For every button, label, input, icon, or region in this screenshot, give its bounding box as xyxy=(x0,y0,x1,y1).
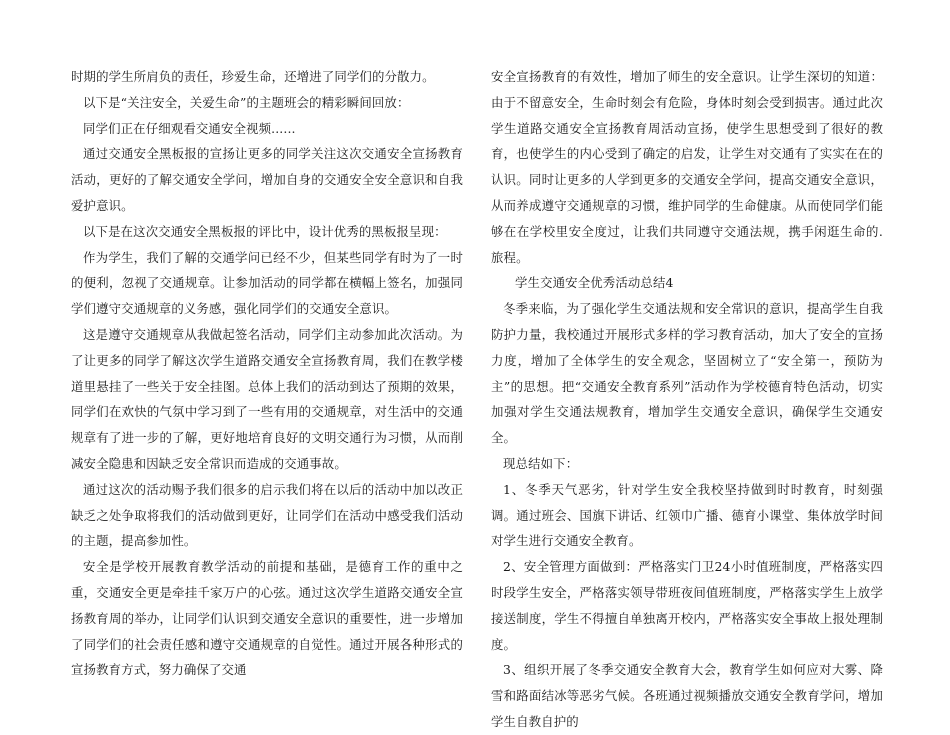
paragraph: 安全宣扬教育的有效性，增加了师生的安全意识。让学生深切的知道：由于不留意安全，生命时刻会有危险，身体时刻会受到损害。通过此次学生道路交通安全宣扬教育周活动宣扬，使学生思想受到了很好的教育，也使学生的内心受到了确定的启发，让学生对交通有了实实在在的认识。同时让更多的人学到更多的交通安全学问，提高交通安全意识，从而养成遵守交通规章的习惯，维护同学的生命健康。从而使同学们能够在在学校里安全度过，让我们共同遵守交通法规，携手闲逛生命的.旅程。 xyxy=(491,69,883,265)
paragraph: 冬季来临，为了强化学生交通法规和安全常识的意识，提高学生自我防护力量，我校通过开展形式多样的学习教育活动，加大了安全的宣扬力度，增加了全体学生的安全观念，坚固树立了“安全第一，预防为主”的思想。把“交通安全教育系列”活动作为学校德育特色活动，切实加强对学生交通法规教育，增加学生交通安全意识，确保学生交通安全。 xyxy=(491,301,883,446)
paragraph: 安全是学校开展教育教学活动的前提和基础，是德育工作的重中之重，交通安全更是牵挂千家万户的心弦。通过这次学生道路交通安全宣扬教育周的举办，让同学们认识到交通安全意识的重要性，进一步增加了同学们的社会责任感和遵守交通规章的自觉性。通过开展各种形式的宣扬教育方式，努力确保了交通 xyxy=(71,559,463,678)
list-item: 2、安全管理方面做到：严格落实门卫24小时值班制度，严格落实四时段学生安全，严格落实领导带班夜间值班制度，严格落实学生上放学接送制度，学生不得擅自单独离开校内，严格落实安全事故上报处理制度。 xyxy=(491,559,883,652)
paragraph: 时期的学生所肩负的责任，珍爱生命，还增进了同学们的分散力。 xyxy=(71,69,435,84)
paragraph: 通过这次的活动赐予我们很多的启示我们将在以后的活动中加以改正缺乏之处争取将我们的活动做到更好，让同学们在活动中感受我们活动的主题，提高参加性。 xyxy=(71,481,463,549)
left-column xyxy=(71,64,463,683)
section-heading: 学生交通安全优秀活动总结4 xyxy=(515,275,674,291)
paragraph: 以下是“关注安全，关爱生命”的主题班会的精彩瞬间回放： xyxy=(83,94,410,110)
paragraph: 这是遵守交通规章从我做起签名活动，同学们主动参加此次活动。为了让更多的同学了解这次学生道路交通安全宣扬教育周，我们在教学楼道里悬挂了一些关于安全挂图。总体上我们的活动到达了预期的效果，同学们在欢快的气氛中学习到了一些有用的交通规章，对生活中的交通规章有了进一步的了解，更好地培育良好的文明交通行为习惯，从而削减安全隐患和因缺乏安全常识而造成的交通事故。 xyxy=(71,326,463,471)
list-item: 1、冬季天气恶劣，针对学生安全我校坚持做到时时教育，时刻强调。通过班会、国旗下讲话、红领巾广播、德育小课堂、集体放学时间对学生进行交通安全教育。 xyxy=(491,481,883,549)
paragraph: 以下是在这次交通安全黑板报的评比中，设计优秀的黑板报呈现： xyxy=(83,223,447,239)
list-item: 3、组织开展了冬季交通安全教育大会，教育学生如何应对大雾、降雪和路面结冰等恶劣气候。各班通过视频播放交通安全教育学问，增加学生自教自护的 xyxy=(491,662,883,729)
right-column xyxy=(491,64,883,735)
paragraph: 现总结如下： xyxy=(503,455,579,471)
paragraph: 通过交通安全黑板报的宣扬让更多的同学关注这次交通安全宣扬教育活动，更好的了解交通安全学问，增加自身的交通安全安全意识和自我爱护意识。 xyxy=(71,146,463,213)
paragraph: 作为学生，我们了解的交通学问已经不少，但某些同学有时为了一时的便利，忽视了交通规章。让参加活动的同学都在横幅上签名，加强同学们遵守交通规章的义务感，强化同学们的交通安全意识。 xyxy=(71,249,463,317)
paragraph: 同学们正在仔细观看交通安全视频...... xyxy=(83,120,296,136)
